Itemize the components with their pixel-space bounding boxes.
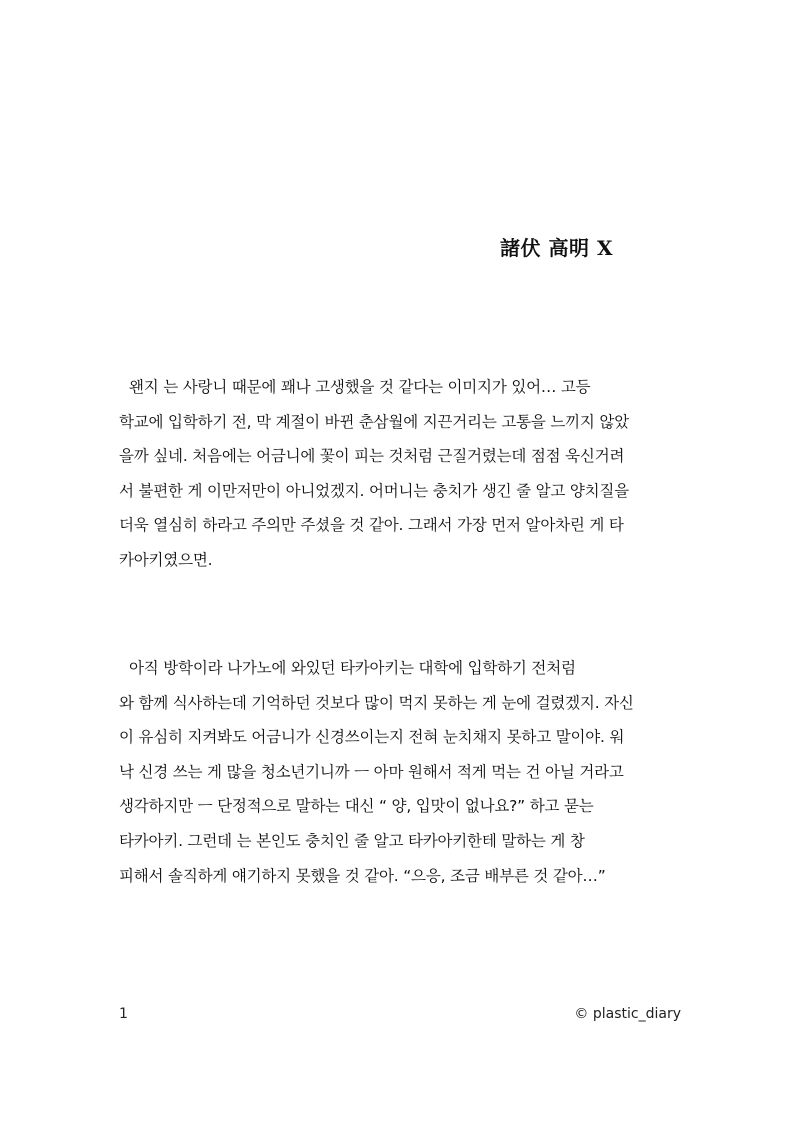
paragraph-line: 와 함께 식사하는데 기억하던 것보다 많이 먹지 못하는 게 눈에 걸렸겠지. 자신 (119, 693, 634, 712)
page-footer (119, 1006, 681, 1028)
paragraph-line: 서 불편한 게 이만저만이 아니었겠지. 어머니는 충치가 생긴 줄 알고 양치질을 (119, 481, 629, 500)
page-title: 諸伏 高明 X (500, 236, 613, 260)
paragraph-2 (119, 651, 681, 893)
paragraph-line: 타카아키. 그런데 는 본인도 충치인 줄 알고 타카아키한테 말하는 게 창 (119, 831, 585, 850)
paragraph-line: 이 유심히 지켜봐도 어금니가 신경쓰이는지 전혀 눈치채지 못하고 말이야. 워 (119, 728, 625, 747)
paragraph-line: 낙 신경 쓰는 게 많을 청소년기니까 ㅡ 아마 원해서 적게 먹는 건 아닐 거라고 (119, 762, 624, 781)
paragraph-line: 생각하지만 ㅡ 단정적으로 말하는 대신 “ 양, 입맛이 없나요?” 하고 묻는 (119, 797, 594, 816)
page-number: 1 (119, 1006, 128, 1022)
paragraph-line: 학교에 입학하기 전, 막 계절이 바뀐 춘삼월에 지끈거리는 고통을 느끼지 않았 (119, 412, 629, 431)
paragraph-line: 을까 싶네. 처음에는 어금니에 꽃이 피는 것처럼 근질거렸는데 점점 욱신거려 (119, 447, 625, 466)
paragraph-line: 왠지 는 사랑니 때문에 꽤나 고생했을 것 같다는 이미지가 있어… 고등 (129, 378, 591, 396)
paragraph-line: 아직 방학이라 나가노에 와있던 타카아키는 대학에 입학하기 전처럼 (129, 659, 576, 677)
paragraph-line: 피해서 솔직하게 얘기하지 못했을 것 같아. “으응, 조금 배부른 것 같아…” (119, 866, 606, 885)
paragraph-line: 카아키였으면. (119, 550, 213, 569)
paragraph-line: 더욱 열심히 하라고 주의만 주셨을 것 같아. 그래서 가장 먼저 알아차린 게 타 (119, 516, 624, 535)
paragraph-1 (119, 370, 681, 578)
copyright-notice: © plastic_diary (574, 1006, 681, 1022)
